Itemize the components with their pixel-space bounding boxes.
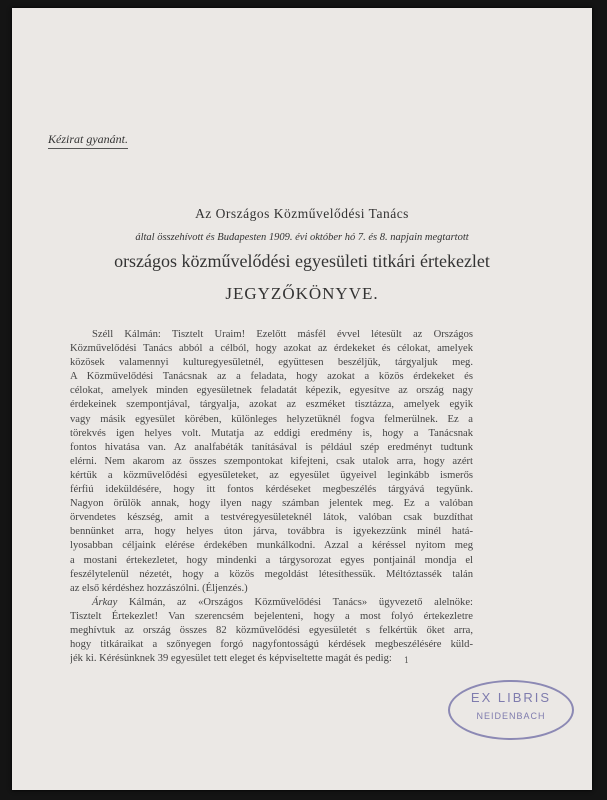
text-line: meghívtuk az ország összes 82 közművelődési egyesületét s felkértük őket arra, (70, 624, 473, 636)
text-line-content: Kálmán, az «Országos Közművelődési Tanács» ügyvezető alelnöke: (117, 596, 473, 608)
text-line: A Közművelődési Tanácsnak az a feladata, hogy azokat a közös érdekeket és (70, 371, 473, 383)
stamp-line2: NEIDENBACH (476, 711, 546, 721)
text-line: érdekeinek szempontjával, tárgyalja, azokat az eszméket tisztázza, amelyek egyik (70, 399, 473, 411)
stamp-line1: EX LIBRIS (470, 690, 552, 705)
title-subtitle: által összehívott és Budapesten 1909. évi október hó 7. és 8. napjain megtartott (135, 232, 469, 243)
document-body (70, 328, 473, 666)
page-number: 1 (404, 656, 410, 665)
text-line: jék ki. Kérésünknek 39 egyesület tett eleget és képviseltette magát és pedig: (70, 653, 392, 665)
text-line: hogy titkáraikat a szőnyegen forgó nagyfontosságú kérdések megbeszélésére küld- (70, 639, 473, 651)
title-meeting: országos közművelődési egyesületi titkári értekezlet (114, 251, 490, 271)
document-page (12, 8, 592, 790)
text-line: Széll Kálmán: Tisztelt Uraim! Ezelőtt másfél évvel létesült az Országos (92, 329, 473, 340)
text-line: Közművelődési Tanács abból a célból, hogy azokat az érdekeket és célokat, amelyek (70, 343, 473, 355)
text-line: vagy másik egyesület körében, különleges helyzetüknél fogva felmerülnek. Ez a (70, 413, 473, 425)
manuscript-note: Kézirat gyanánt. (48, 132, 128, 149)
text-line: kértük a közművelődési egyesületeket, az egyesület ügyeivel leginkább ismerős (70, 469, 473, 481)
text-line: lyosabban céljaink elérése érdekében munkálkodni. Azzal a kéréssel nyitom meg (70, 540, 473, 552)
title-minutes: JEGYZŐKÖNYVE. (225, 284, 379, 303)
text-line: örvendetes készség, amit a testvéregyesületeknél látok, valóban csak buzdíthat (70, 512, 473, 524)
text-line: Tisztelt Értekezlet! Van szerencsém bejelenteni, hogy a most folyó értekezletre (70, 610, 473, 622)
text-line: bennünket arra, hogy helyes úton járva, továbbra is igyekezzünk minél hatá- (70, 526, 473, 538)
text-line: feszélytelenül nézetét, hogy a közös megoldást létesíthessük. Méltóztassék talán (70, 568, 473, 580)
speaker-name: Árkay (92, 596, 118, 608)
ex-libris-stamp (448, 680, 574, 740)
text-line (70, 596, 473, 610)
text-line: közösek valamennyi kulturegyesületnél, együttesen beszéljük, tárgyaljuk meg. (70, 357, 473, 369)
text-line: férfiú ideküldésére, hogy itt fontos kérdéseket megbeszélés tárgyává tegyünk. (70, 484, 473, 496)
text-line: Nagyon örülök annak, hogy ilyen nagy számban jelentek meg. Ez a valóban (70, 498, 473, 510)
text-line: törekvés igen helyes volt. Mutatja az eddigi eredmény is, hogy a Tanácsnak (70, 427, 473, 439)
text-line: célokat, amelyek minden egyesületnek feladatát képezik, egyesítve az ország nagy (70, 385, 473, 397)
text-line: a mostani értekezletet, hogy mindenki a tárgysorozat egyes pontjainál mondja el (70, 554, 473, 566)
text-line: az első kérdéshez hozzászólni. (Éljenzés.) (70, 582, 248, 594)
title-council: Az Országos Közművelődési Tanács (195, 206, 409, 221)
text-line: elérni. Nem akarom az összes szempontokat kifejteni, csak utalok arra, hogy azért (70, 455, 473, 467)
text-line: fontos hivatása van. Az analfabéták tanításával is például szép eredményt tudtunk (70, 441, 473, 453)
